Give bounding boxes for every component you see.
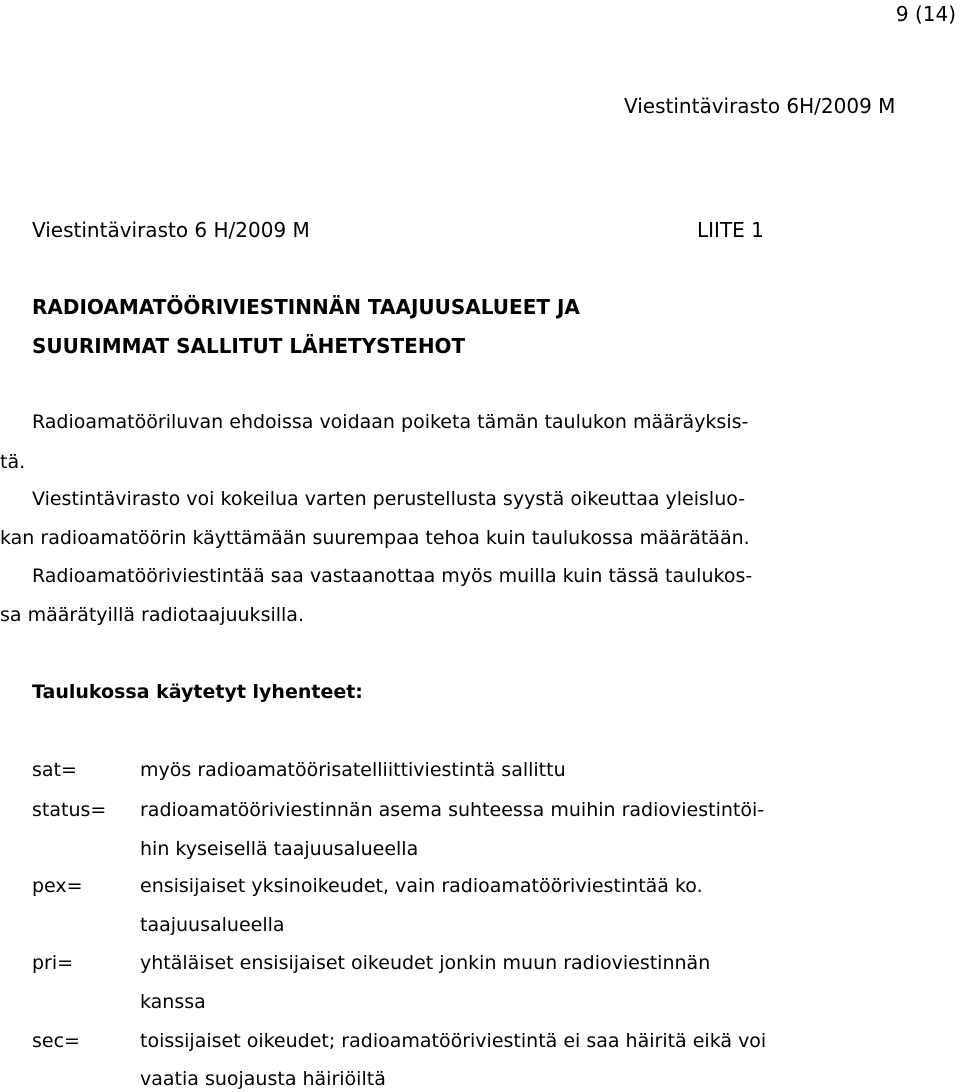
- abbreviation-term: pex=: [32, 875, 83, 897]
- issuer-header: Viestintävirasto 6H/2009 M: [624, 94, 896, 118]
- abbreviations-heading: Taulukossa käytetyt lyhenteet:: [32, 681, 363, 703]
- abbreviation-term: sat=: [32, 759, 77, 781]
- paragraph-line: sa määrätyillä radiotaajuuksilla.: [0, 604, 304, 626]
- appendix-label: LIITE 1: [697, 218, 764, 242]
- abbreviation-definition: kanssa: [140, 991, 206, 1013]
- abbreviation-definition: vaatia suojausta häiriöiltä: [140, 1068, 386, 1090]
- abbreviation-definition: ensisijaiset yksinoikeudet, vain radioamatööriviestintää ko.: [140, 875, 703, 897]
- abbreviation-term: pri=: [32, 952, 74, 974]
- document-issuer: Viestintävirasto 6 H/2009 M: [32, 218, 310, 242]
- paragraph-line: kan radioamatöörin käyttämään suurempaa tehoa kuin taulukossa määrätään.: [0, 527, 750, 549]
- abbreviation-definition: taajuusalueella: [140, 914, 285, 936]
- paragraph-line: Viestintävirasto voi kokeilua varten perustellusta syystä oikeuttaa yleisluo-: [32, 488, 746, 510]
- abbreviation-definition: hin kyseisellä taajuusalueella: [140, 838, 419, 860]
- paragraph-line: Radioamatööriluvan ehdoissa voidaan poiketa tämän taulukon määräyksis-: [32, 411, 749, 433]
- paragraph-line: tä.: [0, 451, 26, 473]
- abbreviation-definition: yhtäläiset ensisijaiset oikeudet jonkin muun radioviestinnän: [140, 952, 711, 974]
- abbreviation-definition: radioamatööriviestinnän asema suhteessa muihin radioviestintöi-: [140, 799, 765, 821]
- document-title-line-2: SUURIMMAT SALLITUT LÄHETYSTEHOT: [32, 334, 466, 358]
- document-title-line-1: RADIOAMATÖÖRIVIESTINNÄN TAAJUUSALUEET JA: [32, 295, 580, 319]
- abbreviation-term: status=: [32, 799, 107, 821]
- abbreviation-definition: toissijaiset oikeudet; radioamatööriviestintä ei saa häiritä eikä voi: [140, 1030, 767, 1052]
- abbreviation-term: sec=: [32, 1030, 80, 1052]
- page-number: 9 (14): [895, 2, 956, 26]
- abbreviation-definition: myös radioamatöörisatelliittiviestintä sallittu: [140, 759, 566, 781]
- paragraph-line: Radioamatööriviestintää saa vastaanottaa myös muilla kuin tässä taulukos-: [32, 565, 753, 587]
